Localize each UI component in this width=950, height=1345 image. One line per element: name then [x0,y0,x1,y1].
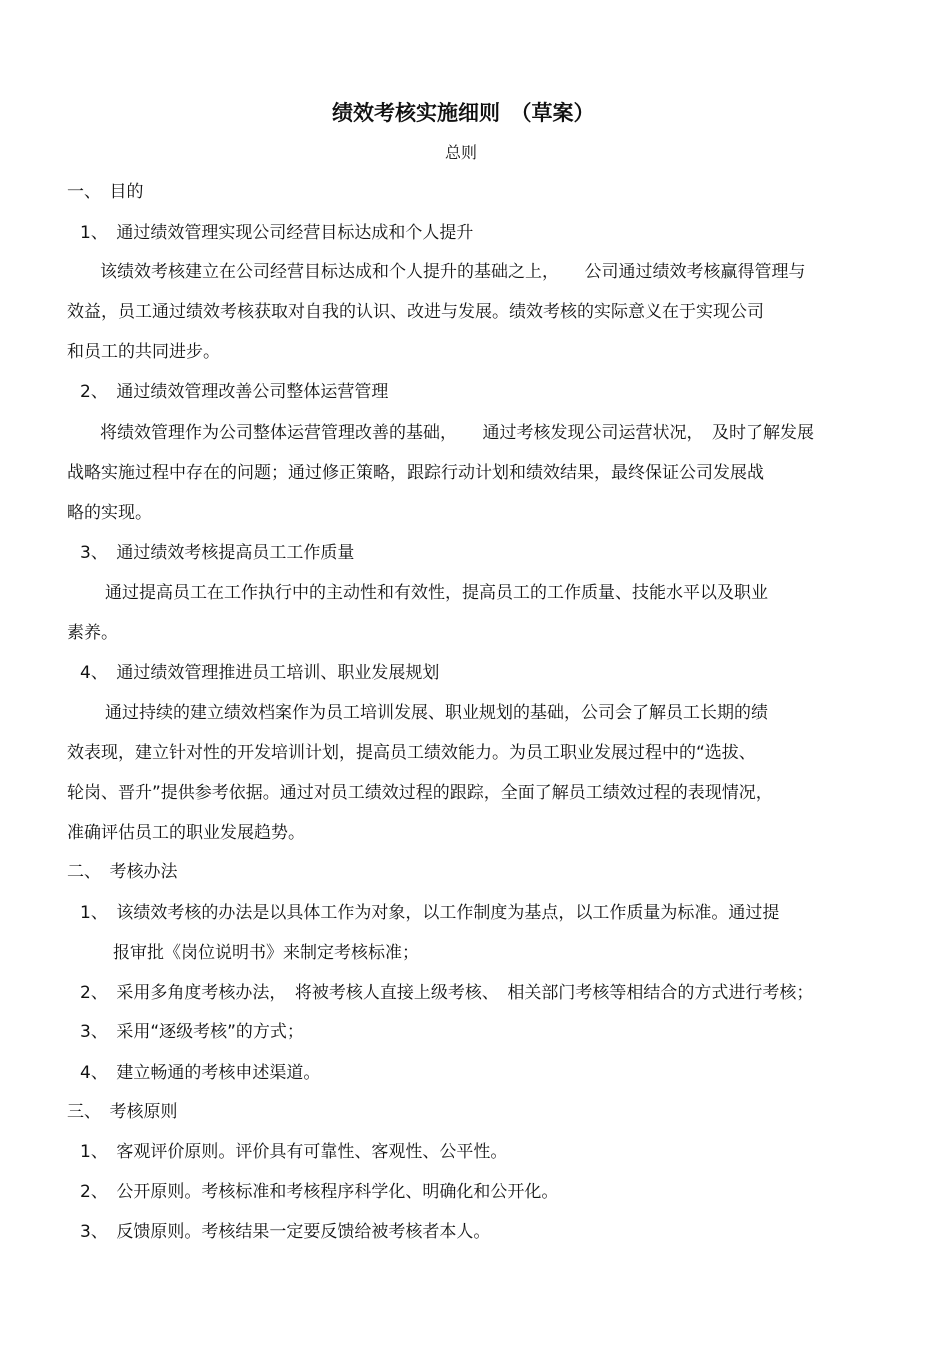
doc-subtitle: 总则 [445,143,478,162]
list-item: 1、 该绩效考核的办法是以具体工作为对象，以工作制度为基点，以工作质量为标准。通过提 [80,903,780,923]
list-item: 1、 客观评价原则。评价具有可靠性、客观性、公平性。 [80,1142,508,1162]
paragraph-line: 将绩效管理作为公司整体运营管理改善的基础， 通过考核发现公司运营状况， 及时了解发展 [100,423,814,443]
item-heading: 2、 通过绩效管理改善公司整体运营管理 [80,382,389,402]
item-heading: 4、 通过绩效管理推进员工培训、职业发展规划 [80,663,440,683]
list-item: 2、 采用多角度考核办法， 将被考核人直接上级考核、 相关部门考核等相结合的方式进行考核； [80,983,814,1003]
paragraph-line: 该绩效考核建立在公司经营目标达成和个人提升的基础之上， 公司通过绩效考核赢得管理与 [100,262,806,282]
paragraph-line: 通过提高员工在工作执行中的主动性和有效性，提高员工的工作质量、技能水平以及职业 [105,583,768,603]
list-item-continuation: 报审批《岗位说明书》来制定考核标准； [113,943,419,963]
section-heading: 三、 考核原则 [67,1102,178,1122]
list-item: 2、 公开原则。考核标准和考核程序科学化、明确化和公开化。 [80,1182,559,1202]
paragraph-line: 准确评估员工的职业发展趋势。 [67,823,305,843]
paragraph-line: 和员工的共同进步。 [67,342,220,362]
paragraph-line: 素养。 [67,623,118,643]
paragraph-line: 效表现，建立针对性的开发培训计划，提高员工绩效能力。为员工职业发展过程中的“选拔、 [67,743,756,763]
section-heading: 一、 目的 [67,182,144,202]
paragraph-line: 通过持续的建立绩效档案作为员工培训发展、职业规划的基础，公司会了解员工长期的绩 [105,703,768,723]
doc-title: 绩效考核实施细则 （草案） [332,101,595,125]
item-heading: 3、 通过绩效考核提高员工工作质量 [80,543,355,563]
list-item: 3、 采用“逐级考核”的方式； [80,1022,304,1042]
list-item: 3、 反馈原则。考核结果一定要反馈给被考核者本人。 [80,1222,491,1242]
paragraph-line: 轮岗、晋升”提供参考依据。通过对员工绩效过程的跟踪，全面了解员工绩效过程的表现情况， [67,783,773,803]
paragraph-line: 效益，员工通过绩效考核获取对自我的认识、改进与发展。绩效考核的实际意义在于实现公司 [67,302,764,322]
paragraph-line: 略的实现。 [67,503,152,523]
section-heading: 二、 考核办法 [67,862,178,882]
paragraph-line: 战略实施过程中存在的问题；通过修正策略，跟踪行动计划和绩效结果，最终保证公司发展战 [67,463,764,483]
item-heading: 1、 通过绩效管理实现公司经营目标达成和个人提升 [80,223,474,243]
list-item: 4、 建立畅通的考核申述渠道。 [80,1063,321,1083]
